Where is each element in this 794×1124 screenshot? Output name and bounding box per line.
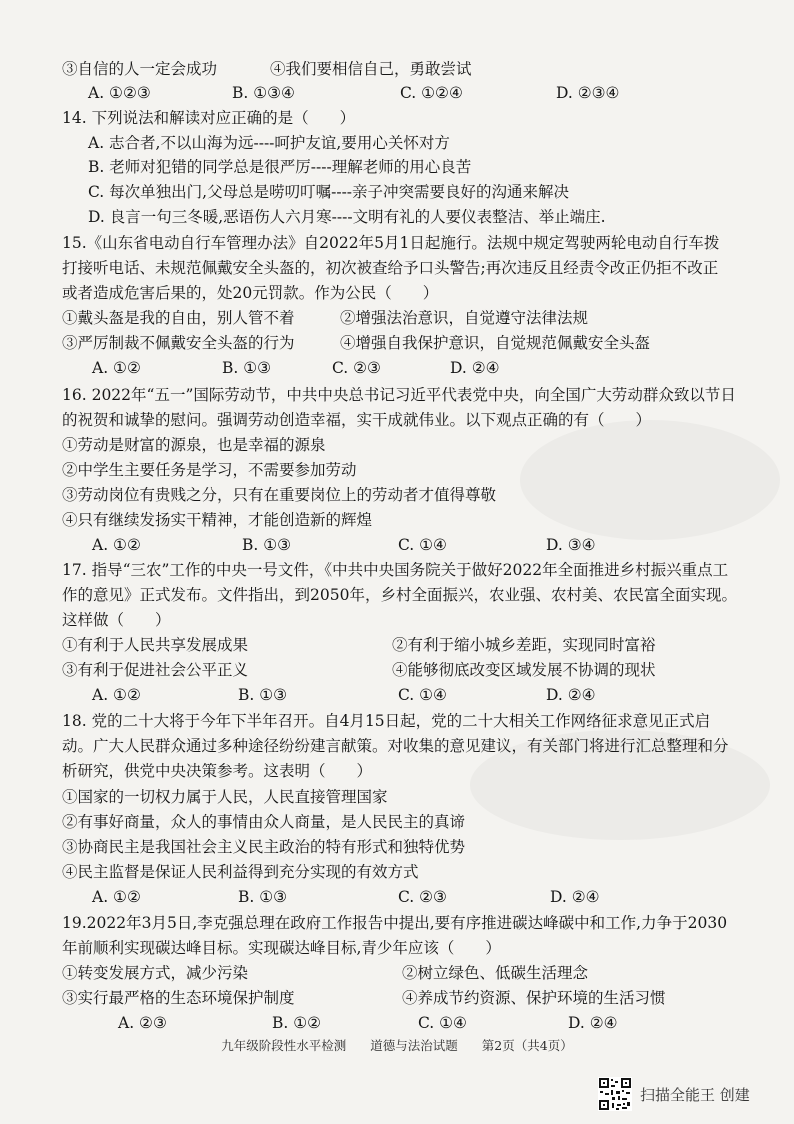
q15-option-3: ③严厉制裁不佩戴安全头盔的行为 [62, 334, 295, 352]
q17-option-2: ②有利于缩小城乡差距，实现同时富裕 [392, 636, 656, 654]
q15-stem-line3: 或者造成危害后果的，处20元罚款。作为公民（ ） [62, 284, 439, 302]
q18-stem-line1: 18. 党的二十大将于今年下半年召开。自4月15日起，党的二十大相关工作网络征求意见正式启 [62, 712, 711, 730]
choice-a: A. ②③ [118, 1014, 167, 1032]
choice-d: D. ②④ [450, 359, 500, 377]
q17-stem-line2: 作的意见》正式发布。文件指出，到2050年，乡村全面振兴，农业强、农村美、农民富全面实现。 [62, 586, 737, 604]
choice-b: B. ①③ [238, 686, 288, 704]
q15-stem-line2: 打接听电话、未规范佩戴安全头盔的，初次被查给予口头警告;再次违反且经责令改正仍拒不改正 [62, 259, 719, 277]
q18-option-4: ④民主监督是保证人民利益得到充分实现的有效方式 [62, 863, 419, 881]
q19-option-1: ①转变发展方式，减少污染 [62, 964, 249, 982]
q14-option-b: B. 老师对犯错的同学总是很严厉----理解老师的用心良苦 [88, 158, 472, 176]
choice-a: A. ①②③ [88, 84, 151, 102]
q18-stem-line3: 析研究，供党中央决策参考。这表明（ ） [62, 762, 373, 780]
choice-c: C. ①②④ [400, 84, 463, 102]
choice-b: B. ①② [272, 1014, 322, 1032]
page-footer [0, 1036, 794, 1054]
q16-option-3: ③劳动岗位有贵贱之分，只有在重要岗位上的劳动者才值得尊敬 [62, 486, 497, 504]
watermark-text: 扫描全能王 创建 [640, 1085, 750, 1104]
q14-option-a: A. 志合者,不以山海为远----呵护友谊,要用心关怀对方 [88, 134, 450, 152]
q15-option-2: ②增强法治意识，自觉遵守法律法规 [340, 309, 589, 327]
qr-code-icon [598, 1077, 632, 1111]
q16-option-2: ②中学生主要任务是学习，不需要参加劳动 [62, 461, 357, 479]
footer-page-number: 第2页（共4页） [481, 1038, 573, 1053]
q17-option-1: ①有利于人民共享发展成果 [62, 636, 249, 654]
choice-b: B. ①③ [242, 536, 292, 554]
choice-a: A. ①② [92, 686, 141, 704]
q19-option-3: ③实行最严格的生态环境保护制度 [62, 989, 295, 1007]
choice-b: B. ①③ [238, 888, 288, 906]
choice-c: C. ①④ [398, 686, 447, 704]
q13-option-3: ③自信的人一定会成功 [62, 60, 218, 78]
q13-option-4: ④我们要相信自己，勇敢尝试 [270, 60, 472, 78]
q14-stem: 14. 下列说法和解读对应正确的是（ ） [62, 109, 356, 127]
q17-option-4: ④能够彻底改变区域发展不协调的现状 [392, 661, 656, 679]
q18-option-3: ③协商民主是我国社会主义民主政治的特有形式和独特优势 [62, 838, 466, 856]
q15-stem-line1: 15.《山东省电动自行车管理办法》自2022年5月1日起施行。法规中规定驾驶两轮电动自行车拨 [62, 234, 720, 252]
q17-option-3: ③有利于促进社会公平正义 [62, 661, 249, 679]
choice-c: C. ②③ [398, 888, 447, 906]
choice-d: D. ③④ [546, 536, 596, 554]
choice-d: D. ②④ [550, 888, 600, 906]
scanner-watermark [598, 1076, 750, 1112]
choice-a: A. ①② [92, 888, 141, 906]
q18-option-1: ①国家的一切权力属于人民，人民直接管理国家 [62, 788, 388, 806]
choice-a: A. ①② [92, 359, 141, 377]
choice-b: B. ①③④ [232, 84, 295, 102]
choice-a: A. ①② [92, 536, 141, 554]
q19-option-2: ②树立绿色、低碳生活理念 [402, 964, 589, 982]
q14-option-c: C. 每次单独出门,父母总是唠叨叮嘱----亲子冲突需要良好的沟通来解决 [88, 183, 570, 201]
q15-option-4: ④增强自我保护意识，自觉规范佩戴安全头盔 [340, 334, 651, 352]
q17-stem-line3: 这样做（ ） [62, 611, 171, 629]
q16-option-1: ①劳动是财富的源泉，也是幸福的源泉 [62, 436, 326, 454]
q16-stem-line1: 16. 2022年“五一”国际劳动节，中共中央总书记习近平代表党中央，向全国广大劳动群众致以节日 [62, 386, 736, 404]
choice-b: B. ①③ [222, 359, 272, 377]
q14-option-d: D. 良言一句三冬暖,恶语伤人六月寒----文明有礼的人要仪表整洁、举止端庄. [88, 208, 606, 226]
q16-option-4: ④只有继续发扬实干精神，才能创造新的辉煌 [62, 511, 373, 529]
q18-stem-line2: 动。广大人民群众通过多种途径纷纷建言献策。对收集的意见建议，有关部门将进行汇总整理和分 [62, 737, 729, 755]
footer-exam-name: 九年级阶段性水平检测 [221, 1038, 347, 1053]
q18-option-2: ②有事好商量，众人的事情由众人商量，是人民民主的真谛 [62, 813, 466, 831]
q19-stem-line1: 19.2022年3月5日,李克强总理在政府工作报告中提出,要有序推进碳达峰碳中和工作,力争于2030 [62, 914, 728, 932]
q15-option-1: ①戴头盔是我的自由，别人管不着 [62, 309, 295, 327]
footer-subject: 道德与法治试题 [370, 1038, 458, 1053]
q16-stem-line2: 的祝贺和诚挚的慰问。强调劳动创造幸福，实干成就伟业。以下观点正确的有（ ） [62, 411, 652, 429]
choice-d: D. ②④ [546, 686, 596, 704]
choice-d: D. ②③④ [556, 84, 620, 102]
choice-d: D. ②④ [568, 1014, 618, 1032]
choice-c: C. ②③ [332, 359, 381, 377]
q19-stem-line2: 年前顺利实现碳达峰目标。实现碳达峰目标,青少年应该（ ） [62, 939, 501, 957]
q17-stem-line1: 17. 指导“三农”工作的中央一号文件，《中共中央国务院关于做好2022年全面推进乡村振兴重点工 [62, 561, 729, 579]
q19-option-4: ④养成节约资源、保护环境的生活习惯 [402, 989, 666, 1007]
choice-c: C. ①④ [418, 1014, 467, 1032]
choice-c: C. ①④ [398, 536, 447, 554]
